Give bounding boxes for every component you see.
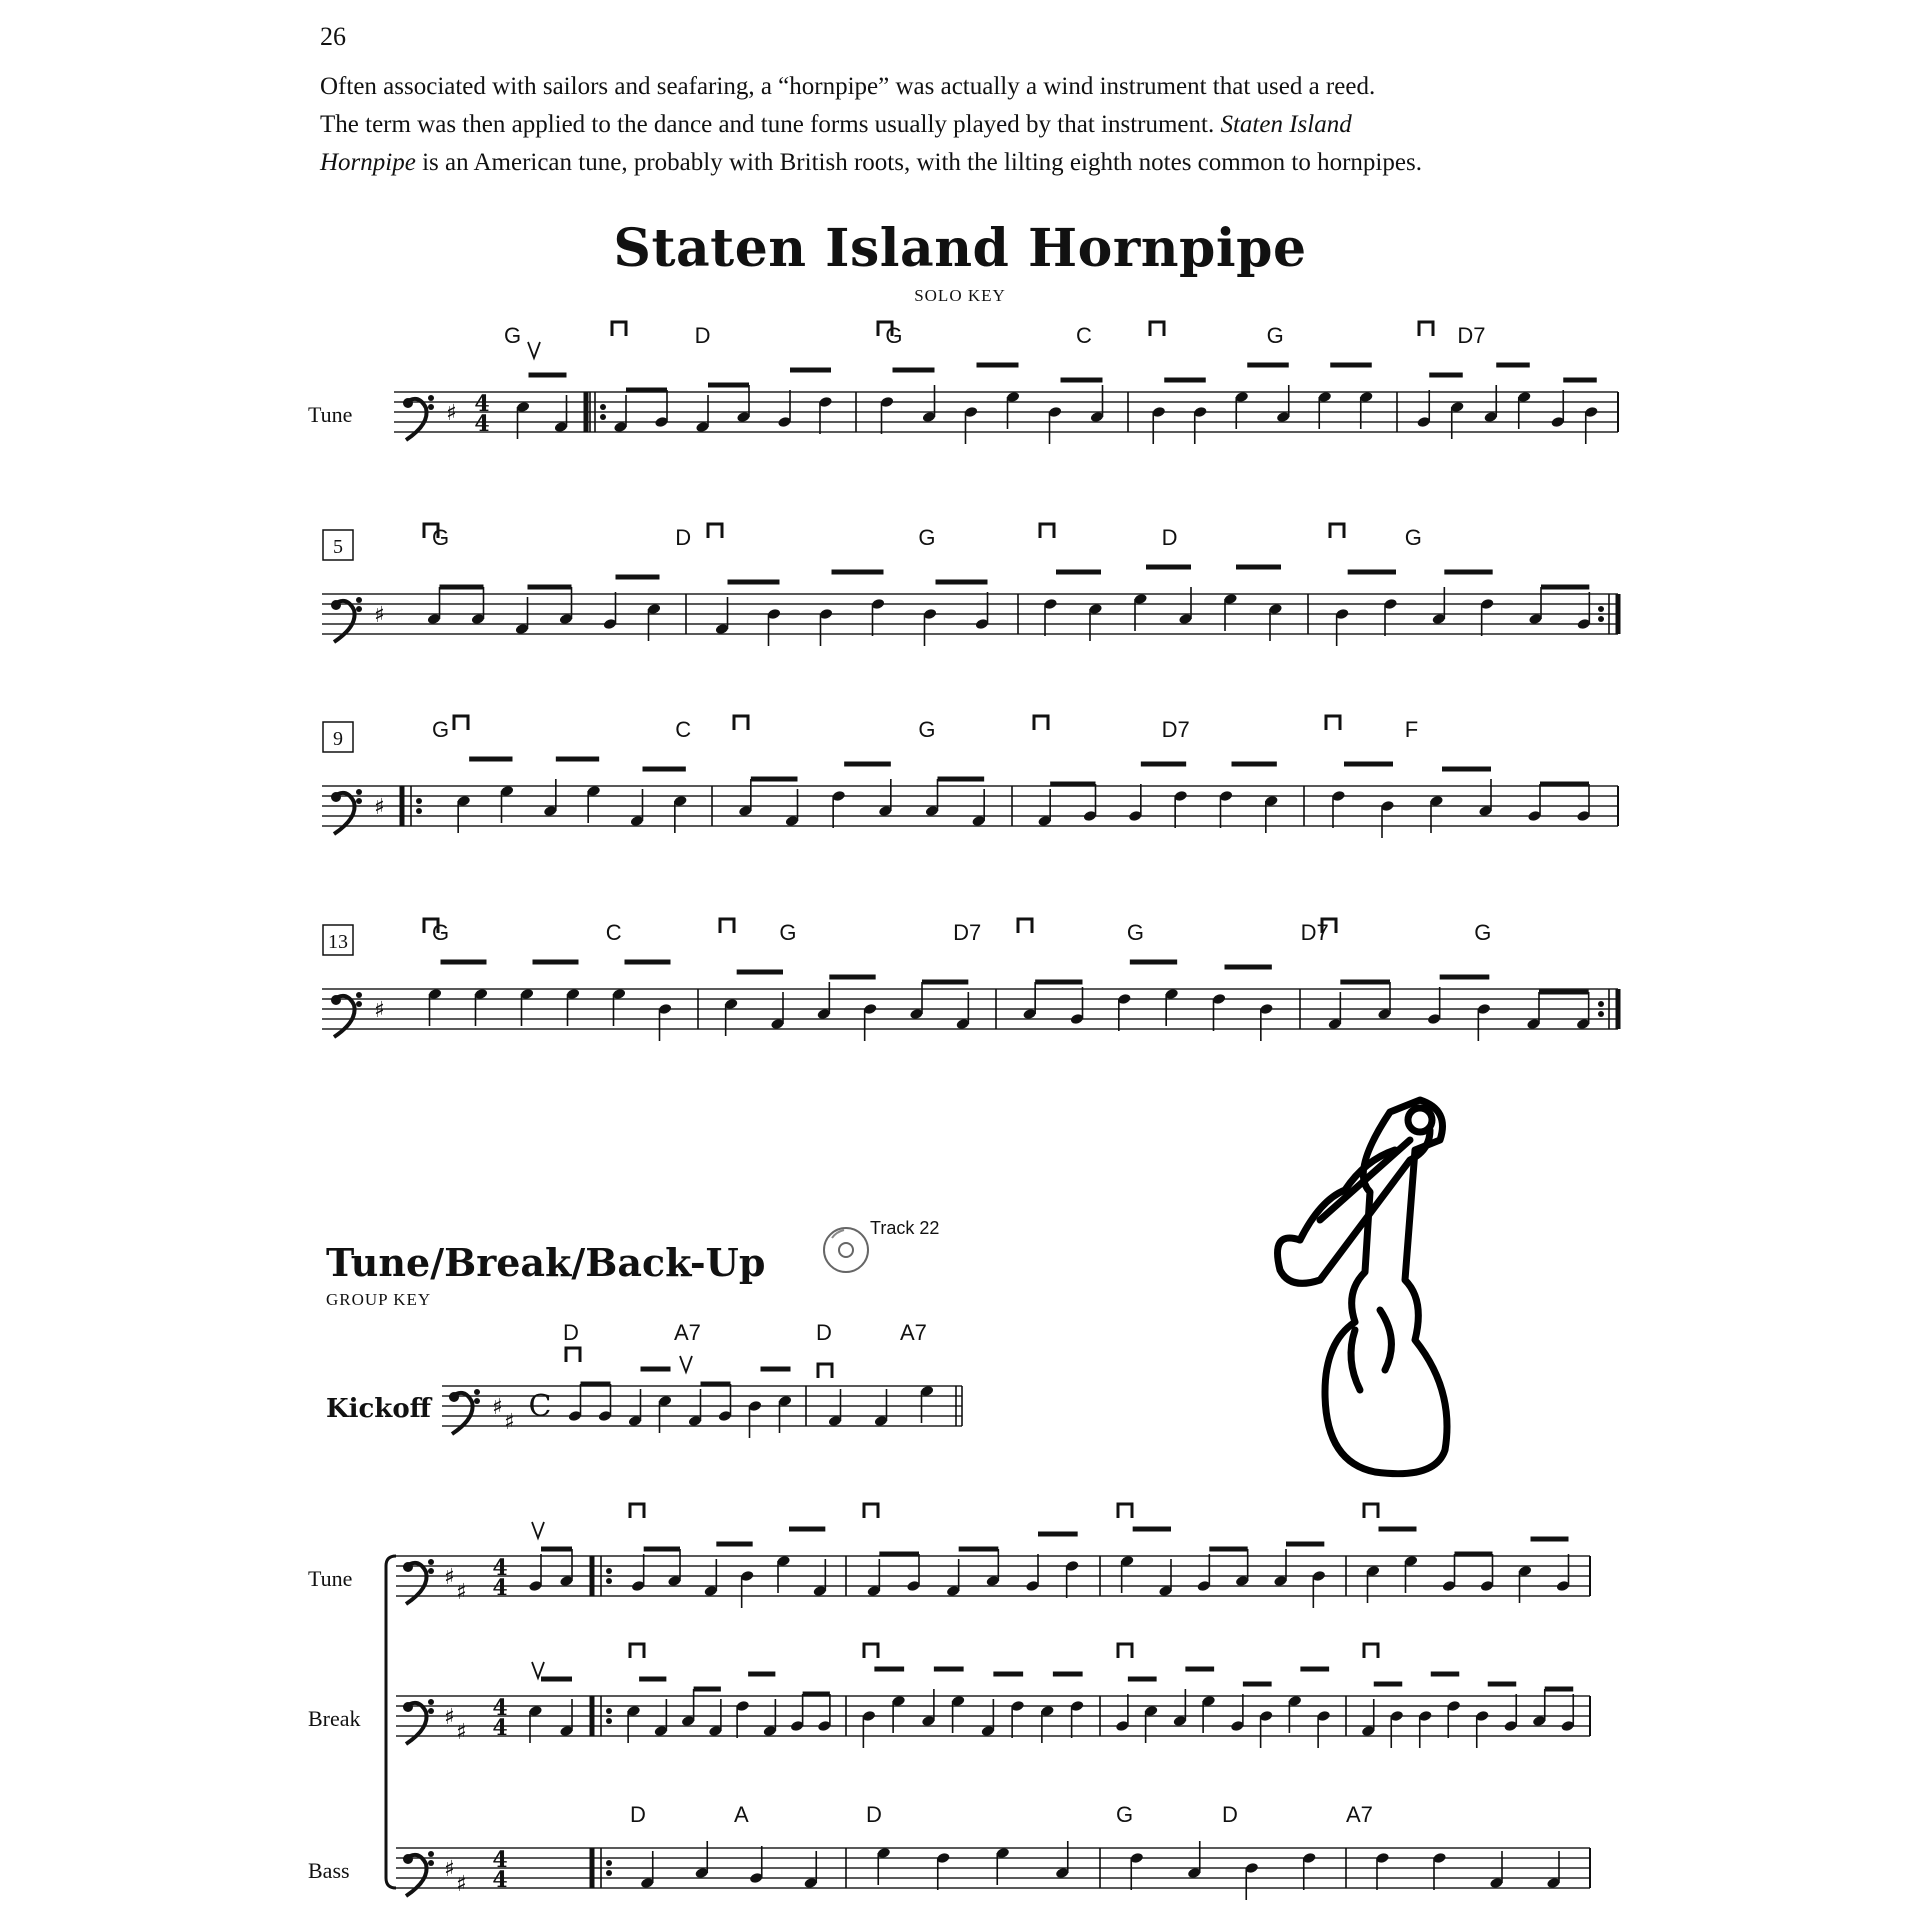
chord-symbol: G [779,920,797,945]
bow-down-icon [1018,919,1032,933]
chord-symbol-bass: G [1116,1802,1134,1827]
bow-up-icon [528,342,540,358]
solo-key-label: SOLO KEY [914,286,1006,305]
bass-clef-dot [449,1392,459,1402]
bow-down-icon [454,716,468,730]
key-sharp: ♯ [374,998,385,1023]
repeat-dot [1598,606,1604,612]
time-signature-top: 4 [492,1555,508,1581]
repeat-dot [416,808,422,814]
chord-symbol: G [432,525,450,550]
fiddle-bass-drawing [1260,1090,1500,1490]
chord-symbol: F [1404,717,1419,742]
bow-down-icon [1118,1644,1132,1658]
chord-symbol: D [694,323,711,348]
time-signature-bottom: 4 [492,1867,508,1893]
track-label: Track 22 [870,1218,940,1238]
chord-symbol: G [885,323,903,348]
chord-symbol: D7 [1300,920,1329,945]
chord-symbol-kickoff: A7 [900,1320,927,1345]
bow-down-icon [1419,322,1433,336]
bow-down-icon [864,1504,878,1518]
key-sharp: ♯ [456,1720,467,1745]
intro-line-2b: Staten Island [1220,111,1352,138]
bow-up-icon [532,1522,544,1538]
key-sharp: ♯ [444,1857,455,1882]
key-sharp: ♯ [444,1565,455,1590]
bow-down-icon [864,1644,878,1658]
chord-symbol: G [918,525,936,550]
bass-clef-dot [356,597,362,603]
bass-clef-dot [474,1398,480,1404]
chord-symbol-kickoff: D [563,1320,579,1345]
repeat-dot [606,1860,612,1866]
bass-clef-dot [403,1702,413,1712]
repeat-dot [1598,616,1604,622]
staff-label-bass-staff: Bass [308,1858,350,1883]
bass-clef-dot [403,398,413,408]
bass-clef-dot [331,792,341,802]
bow-down-icon [630,1644,644,1658]
time-signature-top: 4 [474,391,490,417]
chord-symbol: G [432,717,450,742]
bass-clef-dot [428,1708,434,1714]
repeat-dot [606,1708,612,1714]
chord-symbol: D [675,525,692,550]
system-bracket [386,1556,396,1888]
bass-clef-dot [403,1854,413,1864]
chord-symbol: D7 [953,920,982,945]
repeat-dot [606,1718,612,1724]
bow-down-icon [818,1364,832,1378]
page-title: Staten Island Hornpipe [613,218,1307,279]
repeat-dot [600,414,606,420]
key-sharp: ♯ [492,1395,503,1420]
time-signature-top: 4 [492,1695,508,1721]
group-key-label: GROUP KEY [326,1290,432,1309]
time-signature-bottom: 4 [492,1715,508,1741]
bow-down-icon [1326,716,1340,730]
key-sharp: ♯ [504,1410,515,1435]
staff-label-tune: Tune [308,402,353,427]
intro-line-2a: The term was then applied to the dance and tune forms usually played by that instrument. [320,111,1215,138]
bass-clef-dot [428,395,434,401]
bow-down-icon [1364,1644,1378,1658]
chord-symbol: G [1126,920,1144,945]
bass-clef-dot [428,1860,434,1866]
chord-symbol: G [432,920,450,945]
chord-symbol: C [605,920,622,945]
chord-symbol-bass: D [630,1802,646,1827]
bow-down-icon [612,322,626,336]
key-sharp: ♯ [374,603,385,628]
bass-clef-dot [403,1562,413,1572]
chord-symbol: C [675,717,692,742]
time-signature-common: C [528,1389,552,1424]
chord-symbol-bass: D [1222,1802,1238,1827]
chord-symbol-bass: D [866,1802,882,1827]
bow-down-icon [720,919,734,933]
bass-clef-dot [356,798,362,804]
bass-clef-dot [356,606,362,612]
bass-clef-dot [428,1568,434,1574]
intro-line-3b: is an American tune, probably with British roots, with the lilting eighth notes common to hornpipes. [422,149,1422,176]
bow-down-icon [708,524,722,538]
chord-symbol-bass: A7 [1346,1802,1373,1827]
repeat-dot [416,798,422,804]
key-sharp: ♯ [374,795,385,820]
bow-down-icon [630,1504,644,1518]
chord-symbol: G [1404,525,1422,550]
bass-clef-dot [356,1001,362,1007]
bow-down-icon [1330,524,1344,538]
time-signature-bottom: 4 [474,411,490,437]
chord-symbol: G [918,717,936,742]
bass-clef-dot [428,1559,434,1565]
chord-symbol-kickoff: D [816,1320,832,1345]
staff-label-tune-staff: Tune [308,1566,353,1591]
bow-down-icon [1364,1504,1378,1518]
page-number: 26 [320,22,346,51]
chord-symbol-kickoff: A7 [674,1320,701,1345]
bow-up-icon [680,1356,692,1372]
bass-clef-dot [331,600,341,610]
chord-symbol: G [1266,323,1284,348]
staff-label-break-staff: Break [308,1706,361,1731]
chord-symbol: D7 [1457,323,1486,348]
intro-line-3a: Hornpipe [320,149,416,176]
chord-symbol: G [1474,920,1492,945]
chord-symbol-bass: A [734,1802,749,1827]
time-signature-top: 4 [492,1847,508,1873]
bass-clef-dot [356,789,362,795]
bass-clef-dot [356,992,362,998]
bass-clef-dot [428,1699,434,1705]
bow-down-icon [1150,322,1164,336]
chord-symbol: D7 [1161,717,1190,742]
bow-down-icon [734,716,748,730]
repeat-dot [606,1578,612,1584]
section-title: Tune/Break/Back-Up [326,1240,766,1285]
bow-down-icon [1034,716,1048,730]
key-sharp: ♯ [456,1580,467,1605]
key-sharp: ♯ [444,1705,455,1730]
bass-clef-dot [428,404,434,410]
intro-line-1: Often associated with sailors and seafaring, a “hornpipe” was actually a wind instrument that used a reed. [320,73,1376,100]
repeat-dot [600,404,606,410]
measure-number: 9 [333,728,343,750]
time-signature-bottom: 4 [492,1575,508,1601]
bow-up-icon [532,1662,544,1678]
bow-down-icon [1040,524,1054,538]
measure-number: 5 [333,536,343,558]
repeat-dot [1598,1001,1604,1007]
key-sharp: ♯ [456,1872,467,1897]
bass-clef-dot [331,995,341,1005]
chord-symbol: C [1076,323,1092,348]
repeat-dot [1598,1011,1604,1017]
bow-down-icon [1118,1504,1132,1518]
chord-symbol: G [504,323,522,348]
staff-label-kickoff: Kickoff [326,1394,432,1424]
chord-symbol: D [1161,525,1178,550]
repeat-dot [606,1870,612,1876]
repeat-dot [606,1568,612,1574]
measure-number: 13 [328,931,348,953]
bass-clef-dot [474,1389,480,1395]
key-sharp: ♯ [446,401,457,426]
bass-clef-dot [428,1851,434,1857]
bow-down-icon [566,1348,580,1362]
